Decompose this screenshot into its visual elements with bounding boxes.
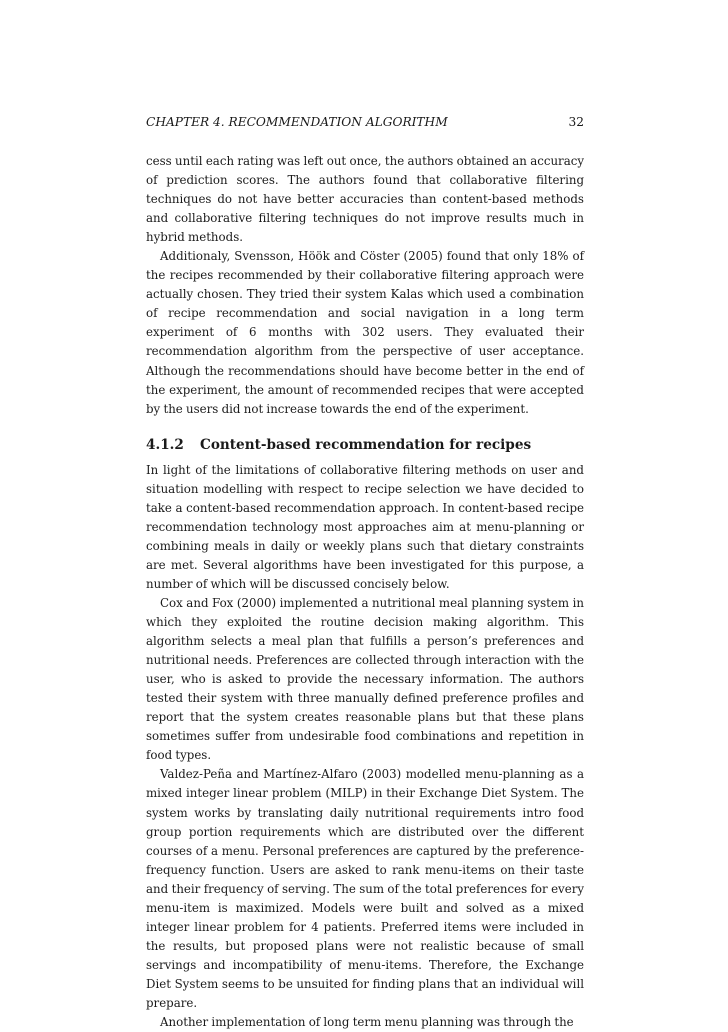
paragraph: Additionaly, Svensson, Höök and Cöster (2005) found that only 18% of the recipes recommended by their collaborative filtering approach were actually chosen. They tried their system Kalas which used a combination of recipe recommendation and social navigation in a long term experiment of 6 months with 302 users. They evaluated their recommendation algorithm from the perspective of user acceptance. Although the recommendations should have become better in the end of the experiment, the amount of recommended recipes that were accepted by the users did not increase towards the end of the experiment. bbox=[146, 249, 584, 416]
page-number: 32 bbox=[568, 115, 584, 129]
paragraph: Valdez-Peña and Martínez-Alfaro (2003) modelled menu-planning as a mixed integer linear problem (MILP) in their Exchange Diet System. The system works by translating daily nutritional requirements intro food group portion requirements which are distributed over the different courses of a menu. Personal preferences are captured by the preference-frequency function. Users are asked to rank menu-items on their taste and their frequency of serving. The sum of the total preferences for every menu-item is maximized. Models were built and solved as a mixed integer linear problem for 4 patients. Preferred items were included in the results, but proposed plans were not realistic because of small servings and incompatibility of menu-items. Therefore, the Exchange Diet System seems to be unsuited for finding plans that an individual will prepare. bbox=[146, 767, 584, 1010]
paragraph: Another implementation of long term menu planning was through the bbox=[160, 1015, 574, 1030]
paragraph: Cox and Fox (2000) implemented a nutritional meal planning system in which they exploited the routine decision making algorithm. This algorithm selects a meal plan that fulfills a person’s preferences and nutritional needs. Preferences are collected through interaction with the user, who is asked to provide the necessary information. The authors tested their system with three manually defined preference profiles and report that the system creates reasonable plans but that these plans sometimes suffer from undesirable food combinations and repetition in food types. bbox=[146, 595, 584, 763]
paragraph: cess until each rating was left out once, the authors obtained an accuracy of prediction scores. The authors found that collaborative filtering techniques do not have better accuracies than content-based methods and collaborative filtering techniques do not improve results much in hybrid methods. bbox=[146, 154, 584, 245]
section-title: Content-based recommendation for recipes bbox=[200, 436, 532, 453]
running-header bbox=[146, 114, 584, 130]
paragraph: In light of the limitations of collaborative filtering methods on user and situation modelling with respect to recipe selection we have decided to take a content-based recommendation approach. In content-based recipe recommendation technology most approaches aim at menu-planning or combining meals in daily or weekly plans such that dietary constraints are met. Several algorithms have been investigated for this purpose, a number of which will be discussed concisely below. bbox=[146, 462, 584, 591]
section-heading bbox=[146, 435, 584, 455]
section-number: 4.1.2 bbox=[146, 436, 184, 453]
body-text bbox=[146, 152, 584, 1032]
chapter-title: CHAPTER 4. RECOMMENDATION ALGORITHM bbox=[146, 115, 448, 129]
